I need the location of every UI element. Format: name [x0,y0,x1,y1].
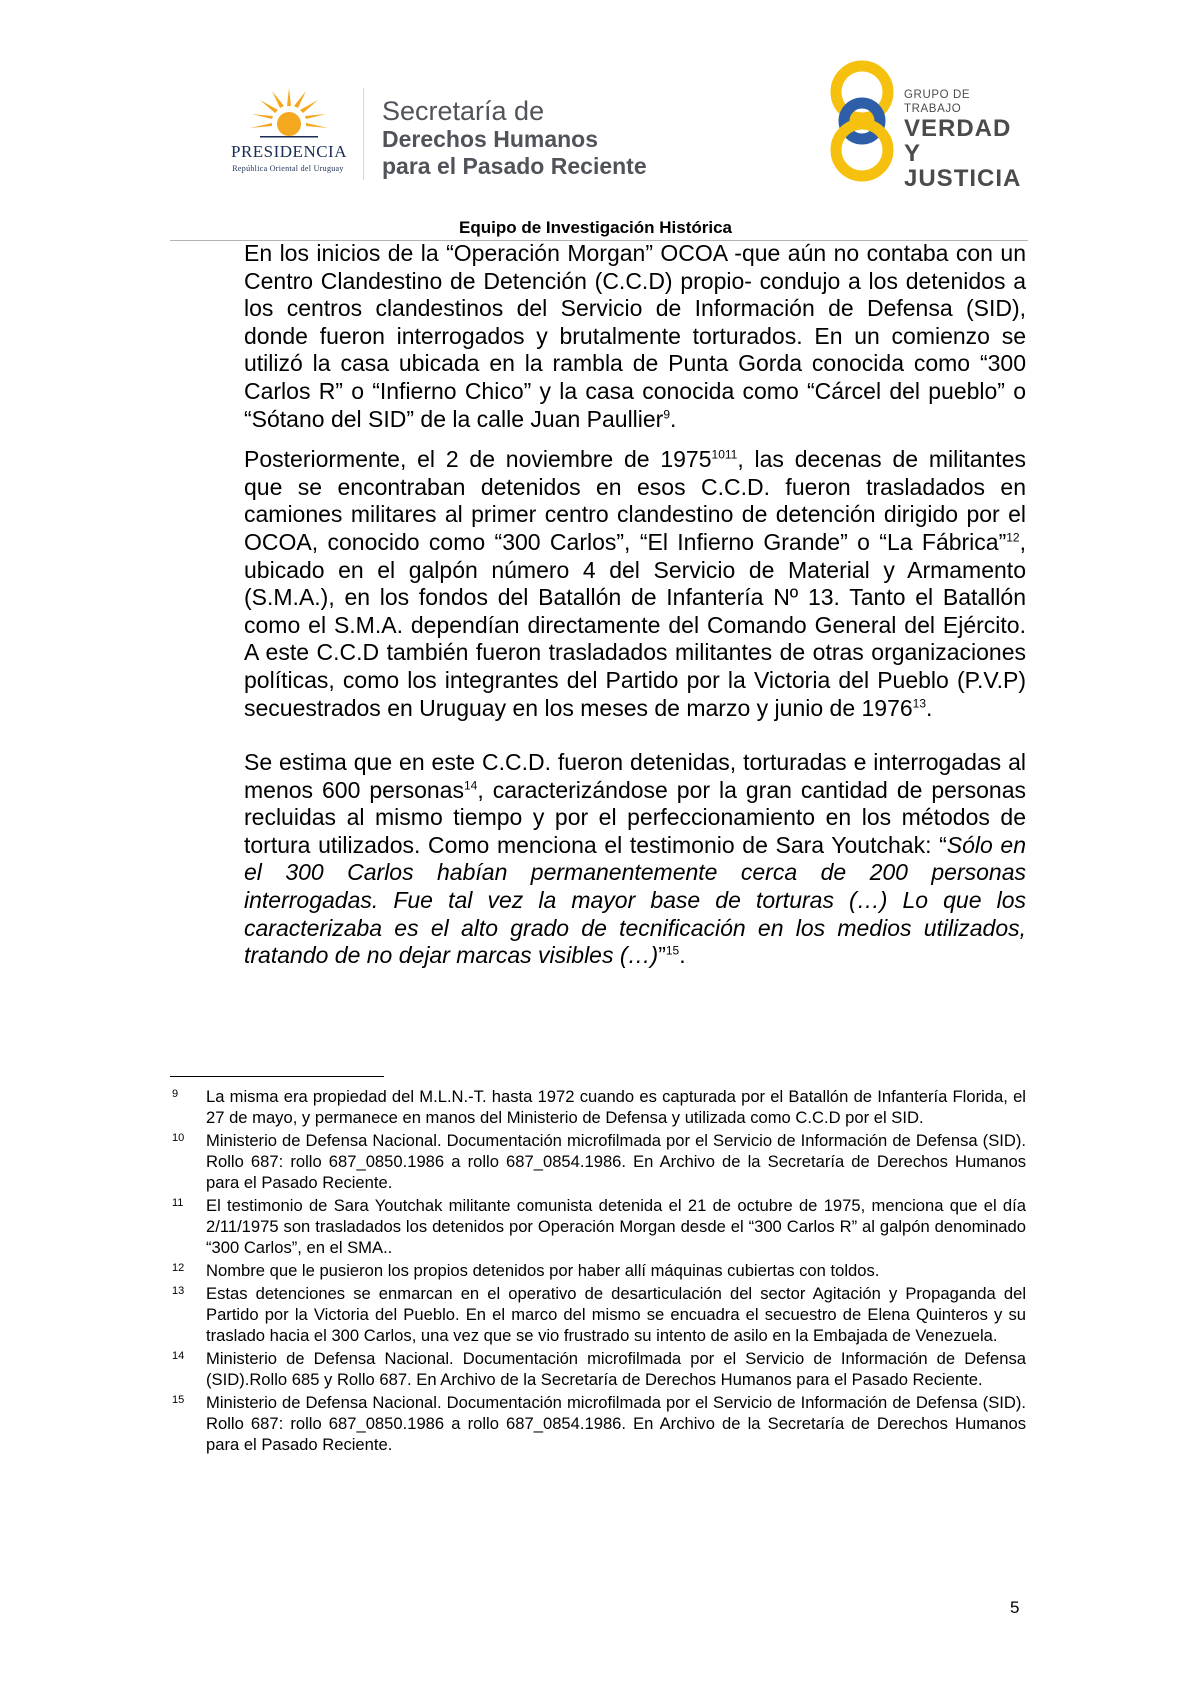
footnote [170,1283,1026,1346]
footnote [170,1392,1026,1455]
paragraph-1 [244,240,1026,433]
quote-close: ” [658,942,666,969]
paragraph-2-end: . [926,694,933,721]
paragraph-3 [244,749,1026,970]
justicia-label: JUSTICIA [904,165,1022,192]
paragraph-3-end: . [679,942,686,969]
grupo-de-trabajo-label: GRUPO DE TRABAJO [904,89,971,115]
verdad-justicia-logo [822,58,1022,192]
secretaria-line-3: para el Pasado Reciente [382,153,647,179]
team-title: Equipo de Investigación Histórica [459,218,732,237]
footnote-ref-12[interactable]: 12 [1006,530,1020,545]
footnote-number: 14 [172,1350,185,1362]
footnote-number: 9 [172,1088,179,1100]
footnote [170,1130,1026,1193]
secretaria-logo-text [382,96,647,180]
footnote-text: El testimonio de Sara Youtchak militante comunista detenida el 21 de octubre de 1975, menciona que el día 2/11/1975 son trasladados los detenidos por Operación Morgan desde el “300 Carlos R” al galpón denominado “300 Carlos”, en el SMA.. [206,1196,1026,1257]
linked-rings-icon [822,58,902,184]
logo-divider [363,88,364,180]
footnote [170,1348,1026,1390]
verdad-justicia-text [904,88,1022,191]
footnote [170,1195,1026,1258]
footnote-number: 10 [172,1132,185,1144]
paragraph-2-text-c: , ubicado en el galpón número 4 del Servicio de Material y Armamento (S.M.A.), en los fondos del Batallón de Infantería Nº 13. Tanto el Batallón como el S.M.A. dependían directamente del Comando General del Ejército. A este C.C.D también fueron trasladados militantes de otras organizaciones políticas, como los integrantes del Partido por la Victoria del Pueblo (P.V.P) secuestrados en Uruguay en los meses de marzo y junio de 1976 [244,528,1026,721]
footnote [170,1260,1026,1281]
footnote-separator [170,1076,384,1077]
footnote-number: 15 [172,1394,185,1406]
verdad-y-label: VERDAD Y [904,115,1012,167]
paragraph-2 [244,446,1026,722]
paragraph-2-text-a: Posteriormente, el 2 de noviembre de 1975 [244,446,712,473]
paragraph-2-text-b: , las decenas de militantes que se encontraban detenidos en esos C.C.D. fueron trasladados en camiones militares al primer centro clandestino de detención dirigido por el OCOA, conocido como “300 Carlos”, “El Infierno Grande” o “La Fábrica” [244,446,1026,555]
body-text [244,240,1026,970]
footnote-text: Estas detenciones se enmarcan en el operativo de desarticulación del sector Agitación y Propaganda del Partido por la Victoria del Pueblo. En el marco del mismo se encuadra el secuestro de Elena Quinteros y su traslado hacia el 300 Carlos, una vez que se vio frustrado su intento de asilo en la Embajada de Venezuela. [206,1284,1026,1345]
footnote-number: 13 [172,1285,185,1297]
footnote-ref-13[interactable]: 13 [912,695,927,710]
footnote-number: 11 [172,1197,184,1209]
presidencia-logo [208,86,366,182]
paragraph-3-text-a: Se estima que en este C.C.D. fueron detenidas, torturadas e interrogadas al menos 600 personas [244,749,1026,803]
testimony-quote: Sólo en el 300 Carlos habían permanentemente cerca de 200 personas interrogadas. Fue tal vez la mayor base de torturas (…) Lo que los caracterizaba es el alto grado de tecnificación en los medios utilizados, tratando de no dejar marcas visibles (…) [244,831,1026,969]
footnote-text: Nombre que le pusieron los propios detenidos por haber allí máquinas cubiertas con toldos. [206,1261,880,1280]
sun-icon [250,86,328,146]
page-header [0,0,1191,240]
footnote-ref-15[interactable]: 15 [665,943,680,958]
footnote-ref-14[interactable]: 14 [463,778,478,793]
footnote-ref-9[interactable]: 9 [663,406,671,421]
paragraph-3-text-b: , caracterizándose por la gran cantidad de personas recluidas al mismo tiempo y por el perfeccionamiento en los métodos de tortura utilizados. Como menciona el testimonio de Sara Youtchak: “ [244,776,1026,858]
secretaria-line-2: Derechos Humanos [382,126,599,152]
footnote-text: Ministerio de Defensa Nacional. Documentación microfilmada por el Servicio de Información de Defensa (SID). Rollo 687: rollo 687_0850.1986 a rollo 687_0854.1986. En Archivo de la Secretaría de Derechos Humanos para el Pasado Reciente. [206,1393,1026,1454]
footnotes [170,1086,1026,1457]
presidencia-subtitle: República Oriental del Uruguay [232,164,344,173]
paragraph-1-end: . [670,405,677,432]
footnote-text: Ministerio de Defensa Nacional. Documentación microfilmada por el Servicio de Información de Defensa (SID).Rollo 685 y Rollo 687. En Archivo de la Secretaría de Derechos Humanos para el Pasado Reciente. [206,1349,1026,1389]
footnote-number: 12 [172,1262,185,1274]
footnote-ref-10-11[interactable]: 1011 [711,447,738,462]
presidencia-wordmark: PRESIDENCIA [230,142,347,161]
secretaria-line-1: Secretaría de [382,96,545,126]
footnote [170,1086,1026,1128]
page-number: 5 [1010,1598,1020,1617]
footnote-text: Ministerio de Defensa Nacional. Documentación microfilmada por el Servicio de Información de Defensa (SID). Rollo 687: rollo 687_0850.1986 a rollo 687_0854.1986. En Archivo de la Secretaría de Derechos Humanos para el Pasado Reciente. [206,1131,1026,1192]
paragraph-1-text: En los inicios de la “Operación Morgan” OCOA -que aún no contaba con un Centro Clandestino de Detención (C.C.D) propio- condujo a los detenidos a los centros clandestinos del Servicio de Información de Defensa (SID), donde fueron interrogados y brutalmente torturados. En un comienzo se utilizó la casa ubicada en la rambla de Punta Gorda conocida como “300 Carlos R” o “Infierno Chico” y la casa conocida como “Cárcel del pueblo” o “Sótano del SID” de la calle Juan Paullier [244,240,1026,432]
footnote-text: La misma era propiedad del M.L.N.-T. hasta 1972 cuando es capturada por el Batallón de Infantería Florida, el 27 de mayo, y permanece en manos del Ministerio de Defensa y utilizada como C.C.D por el SID. [206,1087,1026,1127]
